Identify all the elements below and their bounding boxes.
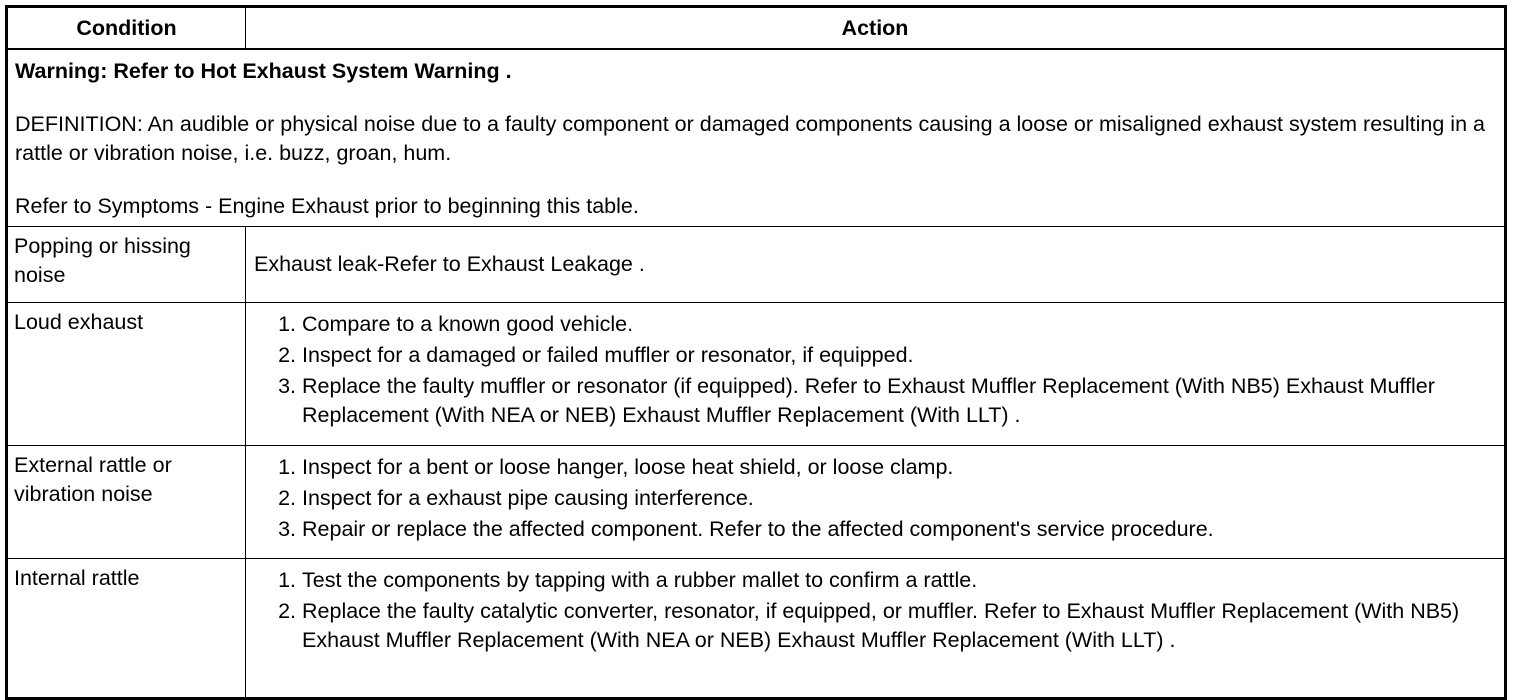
step-item: 3. Repair or replace the affected component. Refer to the affected component's service procedure. bbox=[302, 515, 1496, 544]
step-item: 2. Replace the faulty catalytic converter, resonator, if equipped, or muffler. Refer to Exhaust Muffler Replacement (With NB5) Exhaust Muffler Replacement (With NEA or NEB) Exhaust Muffler Replacement (With LLT) . bbox=[302, 597, 1496, 655]
definition-text: DEFINITION: An audible or physical noise due to a faulty component or damaged components causing a loose or misaligned exhaust system resulting in a rattle or vibration noise, i.e. buzz, groan, hum. bbox=[15, 112, 1485, 165]
warning-text: Warning: Refer to Hot Exhaust System Warning . bbox=[15, 59, 512, 83]
table-row bbox=[7, 446, 1506, 559]
step-item: 1. Compare to a known good vehicle. bbox=[302, 310, 1496, 339]
step-list bbox=[246, 310, 1496, 430]
condition-cell: External rattle or vibration noise bbox=[7, 446, 246, 559]
condition-cell: Loud exhaust bbox=[7, 303, 246, 446]
step-item: 1. Test the components by tapping with a rubber mallet to confirm a rattle. bbox=[302, 566, 1496, 595]
action-cell bbox=[246, 303, 1506, 446]
action-cell bbox=[246, 446, 1506, 559]
step-list bbox=[246, 566, 1496, 655]
intro-row bbox=[7, 49, 1506, 227]
step-item: 1. Inspect for a bent or loose hanger, loose heat shield, or loose clamp. bbox=[302, 453, 1496, 482]
table-row bbox=[7, 227, 1506, 303]
condition-cell: Popping or hissing noise bbox=[7, 227, 246, 303]
intro-cell bbox=[7, 49, 1506, 227]
diagnostic-table bbox=[5, 5, 1507, 700]
table-row bbox=[7, 303, 1506, 446]
header-row bbox=[7, 7, 1506, 50]
header-action: Action bbox=[246, 7, 1506, 50]
table-row bbox=[7, 559, 1506, 699]
step-item: 2. Inspect for a damaged or failed muffler or resonator, if equipped. bbox=[302, 341, 1496, 370]
step-list bbox=[246, 453, 1496, 544]
header-condition: Condition bbox=[7, 7, 246, 50]
action-cell bbox=[246, 559, 1506, 699]
action-cell: Exhaust leak-Refer to Exhaust Leakage . bbox=[246, 227, 1506, 303]
step-item: 2. Inspect for a exhaust pipe causing interference. bbox=[302, 484, 1496, 513]
condition-cell: Internal rattle bbox=[7, 559, 246, 699]
step-item: 3. Replace the faulty muffler or resonator (if equipped). Refer to Exhaust Muffler Replacement (With NB5) Exhaust Muffler Replacement (With NEA or NEB) Exhaust Muffler Replacement (With LLT) . bbox=[302, 372, 1496, 430]
refer-text: Refer to Symptoms - Engine Exhaust prior to beginning this table. bbox=[15, 194, 639, 218]
